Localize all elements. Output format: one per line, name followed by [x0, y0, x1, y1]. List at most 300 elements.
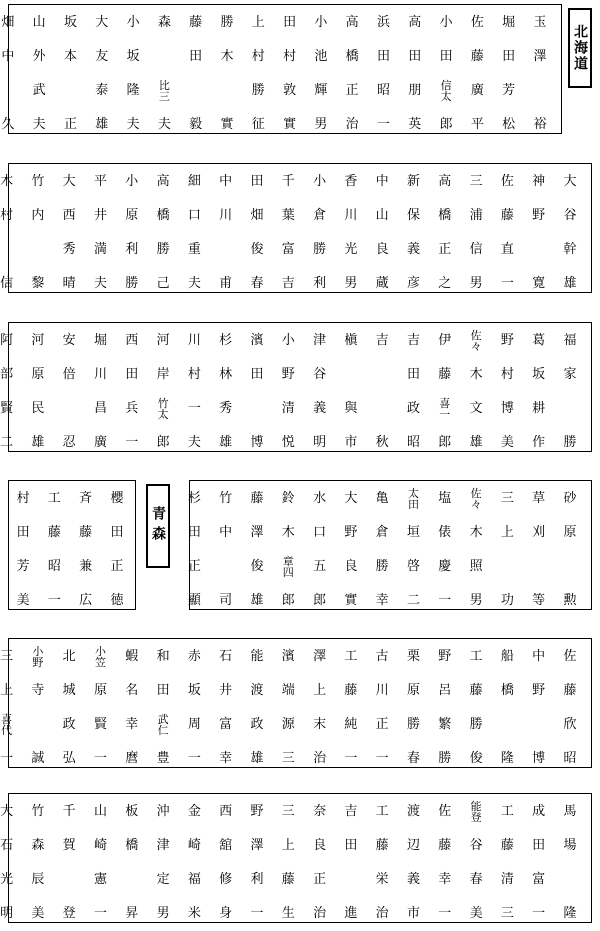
name-column — [148, 165, 178, 301]
name-column — [148, 795, 178, 931]
name-character: 生 — [281, 906, 295, 921]
name-character: 昭 — [47, 559, 61, 574]
name-character: 修 — [219, 872, 233, 887]
name-character: 義 — [406, 242, 420, 257]
name-character: 實 — [344, 593, 358, 608]
name-character: 川 — [375, 683, 389, 698]
name-character: 政 — [62, 717, 76, 732]
name-character: 美 — [16, 593, 30, 608]
name-character: 夫 — [187, 276, 201, 291]
name-column — [305, 165, 335, 301]
name-column — [211, 482, 241, 618]
name-character: 広 — [79, 593, 93, 608]
name-column — [273, 795, 303, 931]
name-character: 實 — [220, 117, 234, 132]
name-character: 櫻 — [110, 491, 124, 506]
name-character: 賢 — [93, 717, 107, 732]
name-character: 田 — [502, 49, 516, 64]
name-character: 源 — [281, 717, 295, 732]
name-character: 河 — [31, 333, 45, 348]
name-column — [243, 6, 273, 142]
name-character: 川 — [93, 367, 107, 382]
name-character: 中 — [532, 649, 546, 664]
name-character: 橋 — [438, 208, 452, 223]
name-column — [56, 6, 86, 142]
name-character: 政 — [250, 717, 264, 732]
name-column — [492, 165, 522, 301]
name-character: 昇 — [125, 906, 139, 921]
name-character: 春 — [469, 872, 483, 887]
name-character: 己 — [156, 276, 170, 291]
name-column — [305, 324, 335, 460]
name-character: 堀 — [93, 333, 107, 348]
name-character: 池 — [314, 49, 328, 64]
name-character: 勝 — [563, 435, 577, 450]
name-character: 三 — [469, 174, 483, 189]
name-character: 杉 — [219, 333, 233, 348]
name-character: 松 — [502, 117, 516, 132]
name-character: 一 — [125, 435, 139, 450]
name-character: 上 — [500, 525, 514, 540]
name-character: 誠 — [31, 751, 45, 766]
name-character: 藤 — [344, 683, 358, 698]
name-character: 純 — [344, 717, 358, 732]
name-character: 寺 — [31, 683, 45, 698]
name-character: 渡 — [250, 683, 264, 698]
name-column — [0, 795, 22, 931]
name-character: 周 — [187, 717, 201, 732]
name-character: 朋 — [408, 83, 422, 98]
name-character: 林 — [219, 367, 233, 382]
name-column — [54, 640, 84, 776]
name-character: 富 — [219, 717, 233, 732]
name-column — [242, 165, 272, 301]
name-character: 村 — [500, 367, 514, 382]
name-column — [336, 640, 366, 776]
name-character: 野 — [500, 333, 514, 348]
name-character: 弘 — [62, 751, 76, 766]
name-column — [492, 324, 522, 460]
name-character: 喜 一 — [439, 397, 451, 421]
name-column — [275, 6, 305, 142]
name-column — [54, 324, 84, 460]
name-character: 勝 — [375, 559, 389, 574]
name-character: 本 — [63, 49, 77, 64]
name-character: 小 笠 — [95, 645, 106, 669]
name-character: 場 — [563, 838, 577, 853]
name-character: 玉 — [533, 15, 547, 30]
name-character: 上 — [251, 15, 265, 30]
name-character: 小 野 — [32, 645, 44, 669]
name-column — [118, 6, 148, 142]
name-character: 北 — [62, 649, 76, 664]
name-character: 雄 — [95, 117, 109, 132]
name-character: 勝 — [125, 276, 139, 291]
name-column — [117, 640, 147, 776]
name-character: 崎 — [93, 838, 107, 853]
name-character: 橋 — [500, 683, 514, 698]
name-character: 治 — [313, 906, 327, 921]
name-character: 良 — [344, 559, 358, 574]
name-column — [492, 482, 522, 618]
name-column — [461, 482, 491, 618]
name-character: 三 — [0, 649, 14, 664]
name-character: 原 — [125, 208, 139, 223]
name-character: 末 — [313, 717, 327, 732]
name-character: 小 — [314, 15, 328, 30]
name-character: 西 — [219, 804, 233, 819]
name-character: 倉 — [313, 208, 327, 223]
name-character: 俊 — [250, 559, 264, 574]
name-character: 五 — [313, 559, 327, 574]
name-character: 山 — [375, 208, 389, 223]
name-character: 司 — [219, 593, 233, 608]
name-character: 一 — [93, 906, 107, 921]
name-character: 泰 — [95, 83, 109, 98]
name-column — [211, 640, 241, 776]
name-column — [367, 165, 397, 301]
name-character: 赤 — [187, 649, 201, 664]
name-character: 田 — [344, 838, 358, 853]
name-column — [367, 482, 397, 618]
name-character: 古 — [375, 649, 389, 664]
name-column — [305, 640, 335, 776]
name-column — [242, 795, 272, 931]
name-character: 賀 — [62, 838, 76, 853]
name-character: 顯 — [187, 593, 201, 608]
name-character: 山 — [32, 15, 46, 30]
name-character: 藤 — [438, 367, 452, 382]
name-character: 家 — [563, 367, 577, 382]
name-character: 板 — [125, 804, 139, 819]
name-column — [492, 795, 522, 931]
name-character: 男 — [469, 276, 483, 291]
name-character: 畑 — [1, 15, 15, 30]
name-column — [305, 482, 335, 618]
name-character: 鈴 — [281, 491, 295, 506]
name-character: 崎 — [187, 838, 201, 853]
name-character: 郎 — [313, 593, 327, 608]
name-character: 倉 — [375, 525, 389, 540]
name-character: 上 — [0, 683, 14, 698]
name-character: 美 — [469, 906, 483, 921]
name-character: 中 — [1, 49, 15, 64]
name-character: 村 — [16, 491, 30, 506]
name-character: 幸 — [375, 593, 389, 608]
name-column — [117, 165, 147, 301]
name-column — [555, 795, 585, 931]
name-column — [86, 640, 116, 776]
name-character: 石 — [219, 649, 233, 664]
name-character: 田 — [250, 367, 264, 382]
name-character: 谷 — [313, 367, 327, 382]
name-character: 秋 — [375, 435, 389, 450]
name-character: 新 — [406, 174, 420, 189]
name-character: 兼 — [79, 559, 93, 574]
name-character: 大 — [0, 804, 14, 819]
name-character: 澤 — [250, 838, 264, 853]
name-character: 澤 — [313, 649, 327, 664]
name-character: 竹 — [31, 174, 45, 189]
name-character: 村 — [283, 49, 297, 64]
name-character: 槇 — [344, 333, 358, 348]
name-column — [0, 324, 22, 460]
name-character: 原 — [563, 525, 577, 540]
name-column — [461, 324, 491, 460]
name-character: 馬 — [563, 804, 577, 819]
name-character: 森 — [157, 15, 171, 30]
name-character: 野 — [344, 525, 358, 540]
name-character: 濱 — [250, 333, 264, 348]
name-character: 谷 — [563, 208, 577, 223]
name-character: 内 — [31, 208, 45, 223]
name-character: 明 — [0, 906, 14, 921]
name-column — [71, 482, 101, 618]
name-character: 耕 — [532, 401, 546, 416]
name-column — [461, 640, 491, 776]
name-character: 利 — [250, 872, 264, 887]
name-character: 武 仁 — [157, 713, 169, 737]
name-column — [555, 482, 585, 618]
name-character: 佐 — [500, 174, 514, 189]
name-character: 正 — [63, 117, 77, 132]
name-character: 千 — [281, 174, 295, 189]
name-column — [87, 6, 117, 142]
name-character: 田 — [16, 525, 30, 540]
name-character: 幸 — [219, 751, 233, 766]
name-column — [117, 324, 147, 460]
name-column — [102, 482, 132, 618]
name-character: 野 — [250, 804, 264, 819]
name-character: 城 — [62, 683, 76, 698]
name-column — [492, 640, 522, 776]
name-column — [430, 640, 460, 776]
name-character: 夫 — [187, 435, 201, 450]
name-character: 憲 — [93, 872, 107, 887]
name-character: 夫 — [93, 276, 107, 291]
name-column — [211, 165, 241, 301]
name-character: 水 — [313, 491, 327, 506]
name-character: 藤 — [438, 838, 452, 853]
name-column — [117, 795, 147, 931]
name-column — [23, 324, 53, 460]
name-character: 治 — [345, 117, 359, 132]
prefecture-label-aomori — [146, 484, 170, 568]
name-character: 之 — [438, 276, 452, 291]
name-character: 工 — [47, 491, 61, 506]
name-character: 田 — [156, 683, 170, 698]
name-column — [494, 6, 524, 142]
name-character: 木 — [469, 525, 483, 540]
name-character: 義 — [313, 401, 327, 416]
name-column — [211, 795, 241, 931]
name-character: 工 — [375, 804, 389, 819]
name-character: 田 — [439, 49, 453, 64]
name-character: 昭 — [563, 751, 577, 766]
name-column — [431, 6, 461, 142]
name-character: 比 三 — [158, 79, 170, 103]
name-character: 富 — [281, 242, 295, 257]
name-character: 吉 — [406, 333, 420, 348]
name-character: 文 — [469, 401, 483, 416]
name-column — [242, 324, 272, 460]
name-character: 上 — [281, 838, 295, 853]
name-character: 藤 — [500, 838, 514, 853]
name-column — [242, 482, 272, 618]
name-character: 夫 — [126, 117, 140, 132]
name-column — [179, 640, 209, 776]
name-column — [23, 640, 53, 776]
name-character: 舘 — [219, 838, 233, 853]
name-character: 野 — [532, 683, 546, 698]
name-character: 大 — [563, 174, 577, 189]
name-character: 田 — [408, 49, 422, 64]
name-character: 美 — [31, 906, 45, 921]
name-character: 俊 — [469, 751, 483, 766]
name-character: 二 — [406, 593, 420, 608]
name-character: 徳 — [110, 593, 124, 608]
name-character: 征 — [251, 117, 265, 132]
name-column — [86, 324, 116, 460]
name-character: 藤 — [500, 208, 514, 223]
name-character: 實 — [283, 117, 297, 132]
name-character: 信 — [469, 242, 483, 257]
name-character: 民 — [31, 401, 45, 416]
name-character: 郎 — [439, 117, 453, 132]
name-character: 川 — [187, 333, 201, 348]
name-column — [54, 165, 84, 301]
name-character: 濱 — [281, 649, 295, 664]
name-character: 等 — [532, 593, 546, 608]
name-character: 藤 — [375, 838, 389, 853]
name-character: 藤 — [563, 683, 577, 698]
name-character: 中 — [219, 525, 233, 540]
name-character: 浜 — [376, 15, 390, 30]
name-character: 川 — [344, 208, 358, 223]
name-character: 部 — [0, 367, 14, 382]
name-character: 藤 — [47, 525, 61, 540]
name-column — [24, 6, 54, 142]
name-column — [212, 6, 242, 142]
name-character: 呂 — [438, 683, 452, 698]
name-column — [369, 6, 399, 142]
name-character: 一 — [187, 401, 201, 416]
name-column — [525, 6, 555, 142]
name-character: 夫 — [32, 117, 46, 132]
name-character: 英 — [408, 117, 422, 132]
name-column — [399, 324, 429, 460]
name-character: 小 — [281, 333, 295, 348]
name-character: 西 — [125, 333, 139, 348]
name-character: 芳 — [502, 83, 516, 98]
name-character: 保 — [406, 208, 420, 223]
name-character: 義 — [406, 872, 420, 887]
name-character: 勝 — [251, 83, 265, 98]
name-character: 雄 — [250, 593, 264, 608]
name-character: 杉 — [187, 491, 201, 506]
name-character: 治 — [313, 751, 327, 766]
name-character: 木 — [220, 49, 234, 64]
name-character: 井 — [93, 208, 107, 223]
name-character: 郎 — [281, 593, 295, 608]
name-character: 昭 — [406, 435, 420, 450]
name-character: 一 — [47, 593, 61, 608]
name-column — [524, 324, 554, 460]
name-character: 勝 — [156, 242, 170, 257]
name-character: 野 — [281, 367, 295, 382]
name-character: 坂 — [63, 15, 77, 30]
name-character: 木 — [469, 367, 483, 382]
name-character: 勲 — [563, 593, 577, 608]
name-character: 沖 — [156, 804, 170, 819]
name-character: 伊 — [438, 333, 452, 348]
name-character: 男 — [469, 593, 483, 608]
prefecture-hokkaido-text: 北海道 — [572, 24, 588, 72]
name-column — [0, 640, 22, 776]
name-character: 佐 — [470, 15, 484, 30]
name-character: 平 — [470, 117, 484, 132]
name-column — [399, 482, 429, 618]
name-character: 田 — [376, 49, 390, 64]
name-character: 神 — [532, 174, 546, 189]
name-character: 辺 — [406, 838, 420, 853]
name-character: 浦 — [469, 208, 483, 223]
name-column — [179, 795, 209, 931]
name-character: 豊 — [156, 751, 170, 766]
name-character: 工 — [500, 804, 514, 819]
name-character: 小 — [126, 15, 140, 30]
name-character: 倍 — [62, 367, 76, 382]
name-character: 堀 — [502, 15, 516, 30]
name-character: 晴 — [62, 276, 76, 291]
name-character: 米 — [187, 906, 201, 921]
name-character: 澤 — [533, 49, 547, 64]
name-character: 西 — [62, 208, 76, 223]
name-character: 草 — [532, 491, 546, 506]
name-column — [367, 324, 397, 460]
name-character: 幸 — [125, 717, 139, 732]
name-character: 能 登 — [470, 800, 482, 824]
name-character: 佐 々 — [470, 487, 482, 511]
name-character: 一 — [500, 276, 514, 291]
name-character: 彦 — [406, 276, 420, 291]
name-character: 岸 — [156, 367, 170, 382]
name-character: 繁 — [438, 717, 452, 732]
name-character: 蝦 — [125, 649, 139, 664]
name-column — [0, 165, 22, 301]
name-column — [400, 6, 430, 142]
name-column — [336, 165, 366, 301]
name-character: 信 太 — [440, 79, 452, 103]
name-character: 高 — [345, 15, 359, 30]
name-character: 照 — [469, 559, 483, 574]
name-column — [148, 324, 178, 460]
name-character: 藤 — [469, 683, 483, 698]
name-character: 原 — [31, 367, 45, 382]
name-character: 小 — [125, 174, 139, 189]
name-character: 定 — [156, 872, 170, 887]
name-character: 雄 — [31, 435, 45, 450]
name-character: 正 — [313, 872, 327, 887]
name-character: 雄 — [563, 276, 577, 291]
name-character: 廣 — [93, 435, 107, 450]
name-character: 山 — [93, 804, 107, 819]
name-character: 橋 — [345, 49, 359, 64]
name-character: 谷 — [469, 838, 483, 853]
name-character: 俵 — [438, 525, 452, 540]
name-column — [524, 640, 554, 776]
name-character: 敦 — [283, 83, 297, 98]
